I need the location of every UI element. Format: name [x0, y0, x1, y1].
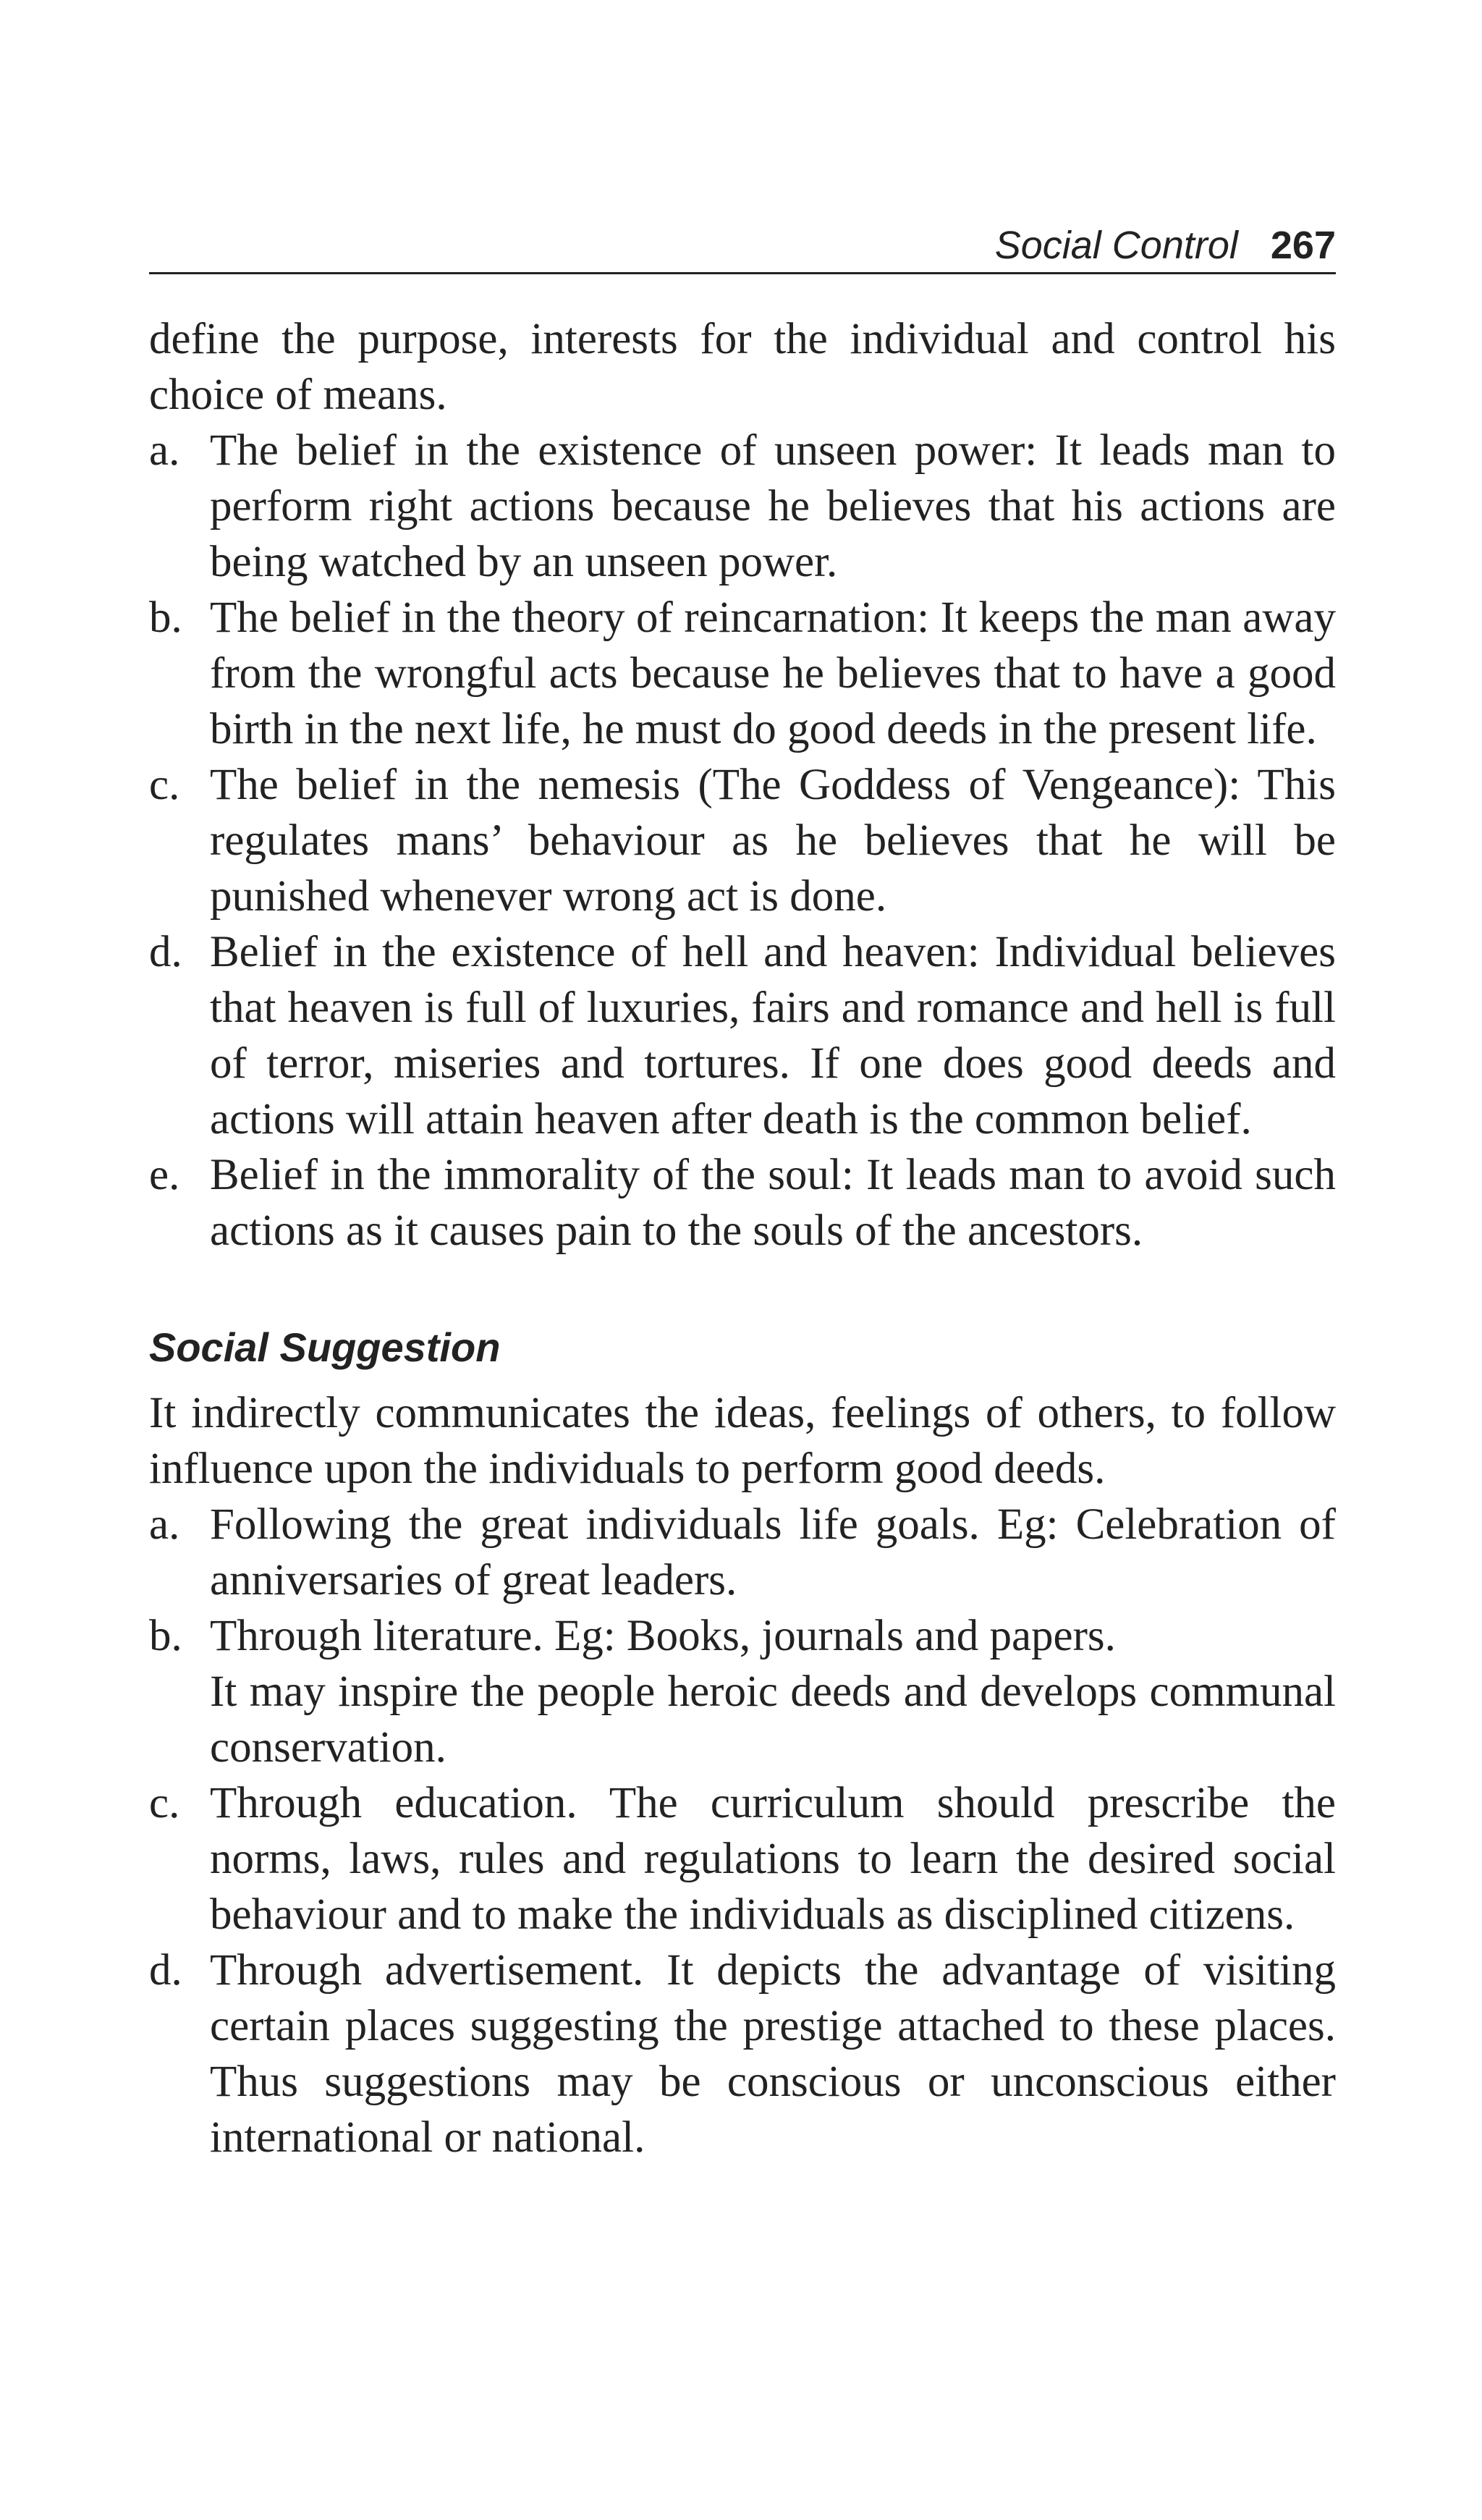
religion-beliefs-list	[149, 423, 1336, 1259]
running-header	[149, 211, 1336, 274]
list-item-text: Through advertisement. It depicts the advantage of visiting certain places suggesting the prestige attached to these places. Thus suggestions may be conscious or unconscious either international or national.	[210, 1946, 1336, 2162]
section-heading: Social Suggestion	[149, 1324, 501, 1370]
list-item-text: Following the great individuals life goals. Eg: Celebration of anniversaries of great leaders.	[210, 1500, 1336, 1604]
list-item	[149, 1775, 1336, 1942]
section-intro-paragraph: It indirectly communicates the ideas, feelings of others, to follow influence upon the individuals to perform good deeds.	[149, 1389, 1336, 1493]
list-item-text: The belief in the theory of reincarnation: It keeps the man away from the wrongful acts because he believes that to have a good birth in the next life, he must do good deeds in the present life.	[210, 593, 1336, 753]
list-item	[149, 423, 1336, 590]
list-item-continuation: It may inspire the people heroic deeds and develops communal conservation.	[210, 1667, 1336, 1772]
running-title: Social Control	[994, 224, 1238, 267]
list-item-text: The belief in the existence of unseen power: It leads man to perform right actions because he believes that his actions are being watched by an unseen power.	[210, 426, 1336, 586]
list-item	[149, 924, 1336, 1147]
list-marker: c.	[149, 1779, 180, 1827]
list-item-text: The belief in the nemesis (The Goddess of Vengeance): This regulates mans’ behaviour as he believes that he will be punished whenever wrong act is done.	[210, 761, 1336, 921]
intro-paragraph: define the purpose, interests for the individual and control his choice of means.	[149, 315, 1336, 419]
list-marker: a.	[149, 1500, 180, 1549]
header-content	[995, 226, 1336, 265]
list-item	[149, 1942, 1336, 2165]
list-item	[149, 590, 1336, 757]
list-marker: e.	[149, 1151, 180, 1199]
list-item-text: Belief in the immorality of the soul: It leads man to avoid such actions as it causes pain to the souls of the ancestors.	[210, 1151, 1336, 1255]
list-item-text: Through literature. Eg: Books, journals and papers.	[210, 1612, 1116, 1660]
list-item	[149, 757, 1336, 924]
page-body	[149, 311, 1336, 2165]
list-marker: b.	[149, 593, 182, 642]
list-item	[149, 1147, 1336, 1259]
page-number: 267	[1270, 224, 1336, 267]
list-item	[149, 1497, 1336, 1608]
list-marker: b.	[149, 1612, 182, 1660]
list-item	[149, 1608, 1336, 1664]
list-item-text: Belief in the existence of hell and heaven: Individual believes that heaven is full of luxuries, fairs and romance and hell is full of terror, miseries and tortures. If one does good deeds and actions will attain heaven after death is the common belief.	[210, 928, 1336, 1143]
list-marker: d.	[149, 1946, 182, 1995]
list-marker: c.	[149, 761, 180, 809]
list-marker: d.	[149, 928, 182, 976]
list-marker: a.	[149, 426, 180, 475]
social-suggestion-list	[149, 1497, 1336, 2165]
list-item-text: Through education. The curriculum should prescribe the norms, laws, rules and regulations to learn the desired social behaviour and to make the individuals as disciplined citizens.	[210, 1779, 1336, 1939]
